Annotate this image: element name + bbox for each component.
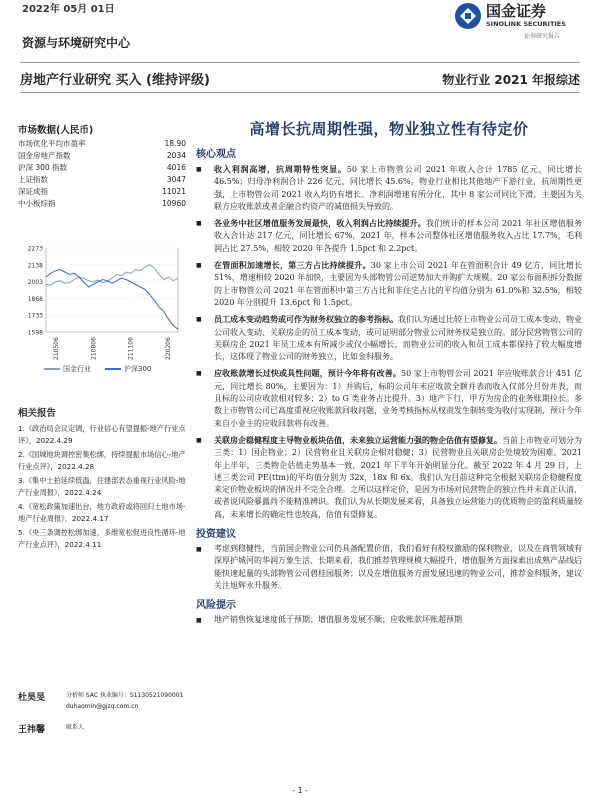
x-tick-label: 210506 [53, 337, 60, 360]
y-tick-label: 1868 [27, 295, 43, 303]
paragraph-body: 当前上市物业可划分为三类：1）国企物业；2）民营物业且关联房企相对稳健；3）民营物业且关联房企处境较为困难。2021 年上半年，三类物企估值走势基本一致，2021 年下半年开始明显分化。截至 2022 年 4 月 29 日，上述三类公司 PE(ttm)的平均值分别为 32x，18x 和 6x。我们认为目前这种完全根据关联房企稳健程度来定价物业板块的情况并不完全合理。之所以这样定价，是因为市场对民营物企的独立性并未真正认清，或者说风险暴露尚不能精准辨识。我们认为从长期发展来看，具备独立运营能力的优质物企的盈利质量较高，未来增长的确定性也较高，估值有望修复。 [214, 435, 582, 519]
bullet-icon: ■ [196, 262, 202, 270]
bullet-icon: ■ [196, 220, 202, 228]
bullet-icon: ■ [196, 546, 202, 554]
paragraph-lead: 员工成本变动趋势或可作为财务权独立的参考指标。 [214, 314, 398, 325]
y-tick-label: 2138 [27, 262, 43, 270]
paragraph-body: 我们统计的样本公司 2021 年社区增值服务收入合计达 217 亿元，同比增长 67%，2021 年，样本公司整体社区增值服务收入占比 17.7%，毛利润占比 27.5%，相较 2020 年各提升 1.5pct 和 2.2pct。 [214, 219, 583, 253]
report-date: 2022年 05月 01日 [22, 4, 115, 15]
bullet-icon: ■ [196, 166, 202, 173]
chart-legend [44, 364, 151, 374]
logo-slogan: 证券研究报告 [524, 33, 561, 40]
analysts [18, 690, 198, 735]
related-report-item[interactable]: 5.《央三条调控松绑加速，多维宽松促进良性循环-地产行业点评》，2022.4.11 [18, 528, 186, 549]
paragraph-body: 50 家上市物管公司 2021 年应收账款合计 451 亿元，同比增长 80%，主要因为：1）并购后，标的公司年末应收款全额并表而收入仅部分月份并表，而且标的公司应收款相对较多；2）to G 类业务占比提升。3）地产下行，甲方为房企的业务账期拉长。多数上市物管公司已高度重视应收账款回收问题，业务考核指标从权责发生制转变为收付实现制，预计今年来自小业主的应收回款将有改善。 [214, 369, 582, 428]
core-view-paragraph [196, 259, 582, 309]
market-label: 上证指数 [18, 175, 48, 184]
market-data-title: 市场数据(人民币) [18, 125, 94, 136]
logo-icon [454, 2, 482, 30]
related-report-item[interactable]: 4.《宽松政策加速出台，地方政府或将回归土地市场-地产行业周报》，2022.4.17 [18, 502, 186, 523]
y-tick-label: 1598 [27, 329, 43, 337]
risk-paragraph [196, 614, 582, 627]
invest-heading: 投资建议 [196, 529, 236, 541]
logo [454, 0, 594, 44]
legend-item-hs300: 沪深300 [105, 364, 151, 374]
header-divider-2 [20, 92, 580, 93]
paragraph-lead: 收入利润高增，抗周期特性突显。 [214, 164, 347, 174]
market-label: 沪深 300 指数 [18, 163, 68, 172]
bullet-icon: ■ [196, 436, 202, 444]
market-value: 4016 [166, 163, 186, 172]
core-view-paragraph [196, 367, 582, 429]
analyst-role: 联系人 [66, 724, 85, 731]
invest-text: 考虑到稳健性，当前国企物业公司仍具备配置价值，我们看好有股权激励的保利物业，以及在商管领域有深厚护城河的华润万象生活、长期来看，我们推荐管理规模大幅提升，增值服务方面探索出成熟产品线后能快速起量的头部物管公司碧桂园服务；以及在增值服务方面发展迅速的物业公司，推荐金科服务，建议关注旭辉永升服务。 [214, 544, 582, 590]
analyst-2 [18, 722, 198, 735]
market-value: 3047 [166, 175, 186, 184]
invest-paragraph [196, 543, 582, 592]
market-value: 10960 [162, 199, 186, 208]
main-content [196, 118, 582, 632]
axis [46, 248, 178, 332]
report-title: 高增长抗周期性强，物业独立性有待定价 [249, 120, 529, 138]
market-value: 18.90 [164, 139, 186, 148]
analyst-name: 杜昊旻 [18, 693, 46, 703]
market-value: 2034 [166, 151, 186, 160]
page-number: - 1 - [292, 786, 308, 795]
market-row [18, 138, 186, 150]
core-view-paragraph [196, 217, 582, 255]
risk-heading: 风险提示 [196, 600, 236, 612]
y-tick-label: 2003 [27, 279, 43, 287]
market-row [18, 162, 186, 174]
core-view-paragraph [196, 434, 582, 521]
report-type: 物业行业 2021 年报综述 [442, 73, 580, 87]
analyst-cert: 分析师 SAC 执业编号：S1130521090001 [66, 692, 184, 699]
related-title: 相关报告 [18, 408, 57, 419]
report-rating-line: 房地产行业研究 买入 (维持评级) [20, 73, 210, 88]
x-tick-label: 211106 [127, 337, 135, 360]
core-view-paragraph [196, 313, 582, 363]
bullet-icon: ■ [196, 316, 202, 324]
market-value: 11021 [162, 187, 186, 196]
risk-text: 地产销售恢复速度低于预期；增值服务发展不顺；应收账款坏账超预期 [214, 615, 462, 625]
paragraph-body: 我们认为通过比较上市物业公司员工成本变动、物业公司收入变动、关联房企的员工成本变动，或可证明部分物业公司财务权是独立的。部分民营物管公司的关联房企 2021 年员工成本有所减少或仅小幅增长，而物业公司的收入和员工成本都保持了较大幅度增长，这体现了物业公司的财务独立，比如金科服务。 [214, 315, 582, 362]
paragraph-lead: 各业务中社区增值服务发展最快，收入利润占比持续提升。 [214, 218, 426, 229]
paragraph-body: 50 家上市物管公司 2021 年收入合计 1785 亿元，同比增长 46.5%；归母净利润合计 226 亿元，同比增长 45.6%。物业行业相比其他地产下游行业，抗周期性更强，上市物管公司 2021 收入均仍有增长。净利润增速有所分化，其中 8 家公司同比下滑，主要因为关联方应收账款或者企融合约资产的减值损失导致的。 [214, 165, 582, 211]
related-reports [18, 405, 186, 553]
bullet-icon: ■ [196, 617, 202, 625]
paragraph-lead: 应收账款增长过快或具性问题，预计今年将有改善。 [214, 368, 401, 379]
x-tick-label: 220206 [165, 337, 172, 360]
related-report-item[interactable]: 2.《国城地块调控密集松绑，持续提振市场信心-地产行业点评》，2022.4.28 [18, 450, 186, 471]
paragraph-lead: 在管面积加速增长，第三方占比持续提升。 [214, 260, 371, 271]
paragraph-lead: 关联房企稳健程度主导物业板块估值，未来独立运营能力强的物企估值有望修复。 [214, 434, 502, 445]
analyst-1 [18, 690, 198, 712]
market-label: 深证成指 [18, 187, 48, 196]
core-views-heading: 核心观点 [196, 149, 236, 160]
logo-en: SINOLINK SECURITIES [486, 20, 566, 28]
related-report-item[interactable]: 1.《政治局会议定调，行业信心有望提振-地产行业点评》，2022.4.29 [18, 424, 186, 445]
market-row [18, 186, 186, 198]
series-line-0 [46, 265, 178, 286]
legend-item-industry: 国金行业 [44, 364, 91, 374]
y-tick-label: 2273 [27, 245, 43, 253]
related-report-item[interactable]: 3.《集中土拍延续低温，住建部表态重视行业风险-地产行业周报》，2022.4.24 [18, 476, 186, 497]
analyst-email[interactable]: duhaomin@gjzq.com.cn [66, 703, 139, 710]
y-tick-label: 1733 [27, 312, 43, 320]
x-tick-label: 210806 [90, 337, 98, 360]
bullet-icon: ■ [196, 370, 202, 378]
market-row [18, 174, 186, 186]
paragraph-body: 30 家上市公司 2021 年在管面积合计 49 亿方，同比增长 51%，增速相较 2020 年加快，主要因为头部物管公司逆势加大并购扩大规模。20 家公布面积拆分数据的上市物管公司 2021 年在管面积中第三方占比和非住宅占比的平均值分别为 61.0%和 32.5%，相较 2020 年分别提升 13.6pct 和 1.5pct。 [214, 261, 582, 307]
logo-cn: 国金证券 [486, 2, 547, 20]
market-row [18, 150, 186, 162]
department: 资源与环境研究中心 [22, 36, 131, 50]
market-label: 中小板综指 [18, 199, 56, 208]
analyst-name: 王祎馨 [18, 725, 46, 735]
core-view-paragraph [196, 163, 582, 213]
market-data [18, 122, 186, 210]
market-label: 国金房地产指数 [18, 151, 71, 160]
market-row [18, 198, 186, 210]
market-label: 市场优化平均市盈率 [18, 139, 86, 148]
header-divider [20, 62, 580, 63]
